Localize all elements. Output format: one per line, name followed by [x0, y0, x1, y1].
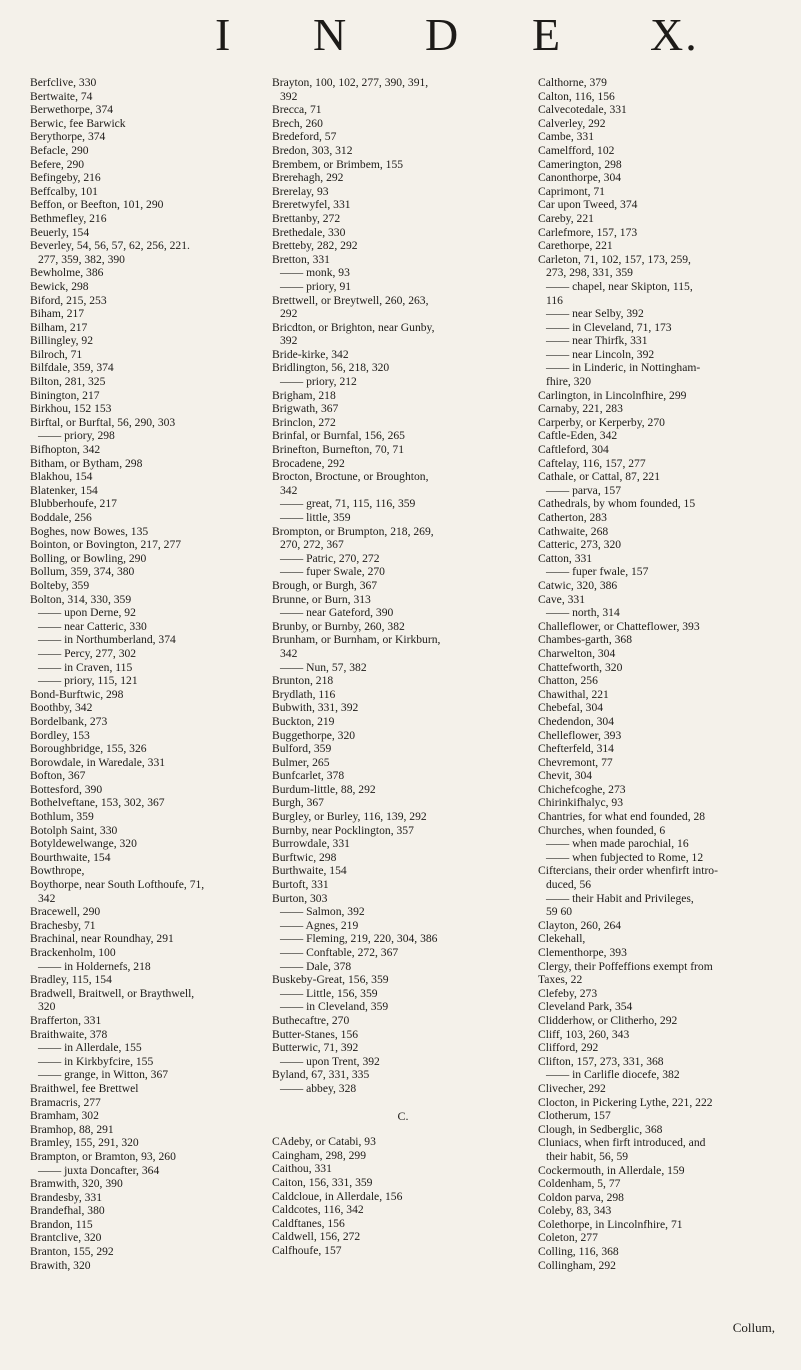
index-entry: —— in Northumberland, 374: [38, 633, 176, 647]
index-entry: duced, 56: [546, 878, 592, 892]
index-entry: Carnaby, 221, 283: [538, 402, 623, 416]
index-entry: Brantclive, 320: [30, 1231, 102, 1245]
index-entry: Berwethorpe, 374: [30, 103, 114, 117]
index-entry: Bowthrope,: [30, 864, 85, 878]
index-entry: —— chapel, near Skipton, 115,: [546, 279, 693, 293]
index-entry: Catherton, 283: [538, 511, 607, 524]
index-entry: Chevit, 304: [538, 769, 593, 783]
index-entry: Bofton, 367: [30, 769, 86, 783]
index-entry: Boothby, 342: [30, 701, 93, 715]
index-entry: Chawithal, 221: [538, 687, 609, 701]
index-entry: Chevremont, 77: [538, 755, 613, 769]
index-entry: Calthorne, 379: [538, 76, 607, 89]
index-entry: Bollum, 359, 374, 380: [30, 565, 135, 579]
index-entry: Colling, 116, 368: [538, 1245, 619, 1259]
index-entry: Butter-Stanes, 156: [272, 1027, 359, 1041]
index-entry: Coldon parva, 298: [538, 1190, 624, 1204]
index-entry: 392: [280, 89, 298, 103]
index-entry: Bothelveftane, 153, 302, 367: [30, 796, 165, 810]
index-entry: —— Percy, 277, 302: [38, 646, 137, 660]
index-entry: Birftal, or Burftal, 56, 290, 303: [30, 415, 176, 429]
index-entry: Camelfford, 102: [538, 143, 615, 157]
index-entry: Coleton, 277: [538, 1231, 598, 1245]
index-entry: Boroughbridge, 155, 326: [30, 742, 147, 756]
index-entry: Bramham, 302: [30, 1109, 99, 1123]
index-entry: Chichefcoghe, 273: [538, 782, 626, 796]
heading-letter: N: [313, 9, 349, 60]
index-entry: Brigham, 218: [272, 388, 336, 402]
index-entry: Burrowdale, 331: [272, 837, 350, 851]
index-entry: Birkhou, 152 153: [30, 402, 112, 416]
index-entry: Berfclive, 330: [30, 76, 97, 89]
index-entry: Bitham, or Bytham, 298: [30, 456, 143, 470]
index-entry: Burnby, near Pocklington, 357: [272, 823, 414, 837]
index-entry: Clough, in Sedberglic, 368: [538, 1122, 663, 1136]
index-entry: Burgley, or Burley, 116, 139, 292: [272, 810, 427, 824]
index-entry: Coleby, 83, 343: [538, 1204, 612, 1218]
index-entry: Coldenham, 5, 77: [538, 1177, 621, 1191]
index-entry: Charwelton, 304: [538, 646, 616, 660]
index-entry: Collingham, 292: [538, 1258, 616, 1272]
index-entry: Buthecaftre, 270: [272, 1013, 350, 1027]
index-entry: Bilham, 217: [30, 320, 88, 334]
index-entry: 320: [38, 1000, 56, 1014]
index-entry: Butterwic, 71, 392: [272, 1041, 359, 1055]
index-entry: —— juxta Doncafter, 364: [38, 1163, 160, 1177]
index-entry: —— when fubjected to Rome, 12: [546, 850, 704, 864]
index-entry: Buggethorpe, 320: [272, 728, 356, 742]
index-entry: Ciftercians, their order whenfirft intro-: [538, 864, 718, 878]
index-entry: Brompton, or Brumpton, 218, 269,: [272, 524, 434, 538]
index-entry: Burgh, 367: [272, 796, 324, 810]
index-entry: Burtoft, 331: [272, 878, 329, 892]
heading-letter: E: [532, 9, 563, 60]
index-entry: Berythorpe, 374: [30, 130, 106, 144]
index-entry: Bond-Burftwic, 298: [30, 687, 124, 701]
index-entry: Berwic, fee Barwick: [30, 116, 126, 130]
index-entry: Bradley, 115, 154: [30, 973, 112, 987]
index-entry: Byland, 67, 331, 335: [272, 1068, 370, 1082]
index-entry: Burftwic, 298: [272, 850, 337, 864]
index-entry: Bulmer, 265: [272, 755, 330, 769]
index-entry: —— upon Trent, 392: [280, 1054, 380, 1068]
index-entry: Caingham, 298, 299: [272, 1148, 367, 1162]
index-entry: Brackenholm, 100: [30, 946, 116, 959]
index-entry: Boddale, 256: [30, 511, 92, 524]
index-entry: —— Little, 156, 359: [280, 986, 378, 1000]
index-entry: —— fuper fwale, 157: [546, 565, 649, 579]
index-entry: —— upon Derne, 92: [38, 606, 136, 620]
index-entry: Braithwel, fee Brettwel: [30, 1081, 139, 1095]
index-entry: 342: [38, 891, 56, 905]
index-entry: Bramacris, 277: [30, 1095, 101, 1109]
index-entry: Beverley, 54, 56, 57, 62, 256, 221.: [30, 239, 190, 253]
index-column-2: [272, 76, 534, 1257]
index-entry: Cave, 331: [538, 592, 586, 606]
index-entry: Cockermouth, in Allerdale, 159: [538, 1163, 685, 1177]
index-entry: Bricdton, or Brighton, near Gunby,: [272, 320, 435, 334]
index-column-1: [30, 76, 265, 1272]
index-entry: Cathedrals, by whom founded, 15: [538, 497, 696, 511]
index-entry: Bifhopton, 342: [30, 443, 101, 457]
index-entry: Caftle-Eden, 342: [538, 429, 618, 443]
index-entry: —— parva, 157: [546, 483, 622, 497]
index-entry: Bewholme, 386: [30, 266, 104, 280]
index-entry: Breretwyfel, 331: [272, 198, 351, 212]
index-entry: Brough, or Burgh, 367: [272, 578, 378, 592]
index-entry: Befingeby, 216: [30, 171, 101, 185]
index-entry: Bertwaite, 74: [30, 89, 93, 103]
index-entry: Canonthorpe, 304: [538, 171, 622, 185]
index-entry: Bewick, 298: [30, 279, 89, 293]
index-entry: 273, 298, 331, 359: [546, 266, 633, 280]
index-entry: Brachinal, near Roundhay, 291: [30, 932, 174, 946]
index-entry: Bethmefley, 216: [30, 211, 107, 225]
index-entry: Botolph Saint, 330: [30, 823, 118, 837]
index-entry: fhire, 320: [546, 375, 592, 389]
index-entry: Blakhou, 154: [30, 470, 93, 484]
index-entry: Cathwaite, 268: [538, 524, 609, 538]
index-entry: Clifford, 292: [538, 1041, 599, 1055]
index-entry: Caftleford, 304: [538, 443, 609, 457]
index-entry: Bramhop, 88, 291: [30, 1122, 114, 1136]
index-entry: Cathale, or Cattal, 87, 221: [538, 470, 661, 484]
index-entry: —— in Cleveland, 359: [280, 1000, 389, 1014]
index-entry: Caldcotes, 116, 342: [272, 1203, 364, 1217]
index-entry: Brerelay, 93: [272, 184, 329, 198]
index-entry: Caldftanes, 156: [272, 1216, 345, 1230]
index-entry: Chedendon, 304: [538, 714, 614, 728]
index-entry: Chelleflower, 393: [538, 728, 622, 742]
index-entry: —— great, 71, 115, 116, 359: [280, 497, 416, 511]
index-entry: Bilroch, 71: [30, 347, 83, 361]
index-entry: —— Agnes, 219: [280, 918, 359, 932]
index-entry: —— near Gateford, 390: [280, 606, 394, 620]
index-entry: 292: [280, 307, 298, 321]
index-entry: Blubberhoufe, 217: [30, 497, 117, 511]
index-entry: Clifton, 157, 273, 331, 368: [538, 1054, 664, 1068]
index-entry: Bradwell, Braitwell, or Braythwell,: [30, 986, 195, 1000]
index-entry: —— Fleming, 219, 220, 304, 386: [280, 932, 438, 946]
index-entry: Calvecotedale, 331: [538, 103, 627, 117]
index-entry: —— monk, 93: [280, 266, 350, 280]
index-entry: Colethorpe, in Lincolnfhire, 71: [538, 1217, 683, 1231]
index-entry: Caithou, 331: [272, 1162, 332, 1176]
index-entry: —— priory, 91: [280, 279, 352, 293]
index-entry: Catteric, 273, 320: [538, 538, 622, 552]
index-entry: Caldcloue, in Allerdale, 156: [272, 1189, 403, 1203]
index-entry: Brerehagh, 292: [272, 171, 344, 185]
index-entry: —— Conftable, 272, 367: [280, 946, 399, 959]
index-entry: Brawith, 320: [30, 1258, 91, 1272]
index-entry: Brettwell, or Breytwell, 260, 263,: [272, 293, 429, 307]
index-entry: Bredeford, 57: [272, 130, 337, 144]
index-entry: Brayton, 100, 102, 277, 390, 391,: [272, 76, 429, 89]
index-entry: —— near Thirfk, 331: [546, 334, 648, 348]
index-entry: Chefterfeld, 314: [538, 742, 614, 756]
index-entry: Brethedale, 330: [272, 225, 346, 239]
index-entry: 59 60: [546, 905, 573, 919]
index-entry: Borowdale, in Waredale, 331: [30, 755, 166, 769]
index-entry: —— fuper Swale, 270: [280, 565, 385, 579]
index-entry: Brinclon, 272: [272, 415, 336, 429]
heading-letter: D: [425, 9, 461, 60]
index-entry: Clekehall,: [538, 932, 586, 946]
index-entry: Brampton, or Bramton, 93, 260: [30, 1149, 176, 1163]
index-entry: —— Nun, 57, 382: [280, 660, 367, 674]
index-entry: Brandefhal, 380: [30, 1204, 105, 1218]
index-entry: Brecca, 71: [272, 103, 322, 117]
index-entry: Brinefton, Burnefton, 70, 71: [272, 443, 405, 457]
index-entry: Bolling, or Bowling, 290: [30, 551, 147, 565]
index-entry: Bulford, 359: [272, 742, 332, 756]
index-entry: Clementhorpe, 393: [538, 946, 627, 959]
index-entry: Caprimont, 71: [538, 184, 605, 198]
index-entry: Carethorpe, 221: [538, 239, 613, 253]
index-entry: Brembem, or Brimbem, 155: [272, 157, 404, 171]
index-entry: CAdeby, or Catabi, 93: [272, 1135, 376, 1149]
index-entry: —— in Allerdale, 155: [38, 1041, 142, 1055]
index-entry: Catton, 331: [538, 551, 593, 565]
index-entry: Cliff, 103, 260, 343: [538, 1027, 630, 1041]
index-entry: Bretteby, 282, 292: [272, 239, 358, 253]
index-entry: Brunby, or Burnby, 260, 382: [272, 619, 405, 633]
index-entry: —— north, 314: [546, 606, 620, 620]
index-entry: Biford, 215, 253: [30, 293, 107, 307]
index-entry: Burthwaite, 154: [272, 864, 347, 878]
index-entry: Beffon, or Beefton, 101, 290: [30, 198, 164, 212]
heading-letter: I: [215, 9, 233, 60]
index-entry: —— near Selby, 392: [546, 307, 644, 321]
index-entry: Chatton, 256: [538, 674, 598, 688]
index-entry: Clayton, 260, 264: [538, 918, 622, 932]
index-entry: Challeflower, or Chatteflower, 393: [538, 619, 700, 633]
index-entry: Bramwith, 320, 390: [30, 1177, 123, 1191]
index-entry: Calton, 116, 156: [538, 89, 615, 103]
index-entry: Boythorpe, near South Lofthoufe, 71,: [30, 878, 205, 892]
index-entry: Brafferton, 331: [30, 1013, 102, 1027]
index-entry: —— little, 359: [280, 511, 351, 524]
index-entry: Befere, 290: [30, 157, 85, 171]
index-entry: Bothlum, 359: [30, 810, 94, 824]
index-entry: Clivecher, 292: [538, 1081, 606, 1095]
index-entry: Branton, 155, 292: [30, 1245, 114, 1259]
index-entry: Chattefworth, 320: [538, 660, 623, 674]
index-entry: Clidderhow, or Clitherho, 292: [538, 1013, 678, 1027]
index-entry: Car upon Tweed, 374: [538, 198, 638, 212]
index-entry: —— near Catteric, 330: [38, 619, 147, 633]
index-entry: Bourthwaite, 154: [30, 850, 111, 864]
index-entry: Boghes, now Bowes, 135: [30, 524, 149, 538]
index-entry: Bordley, 153: [30, 728, 90, 742]
index-entry: Binington, 217: [30, 388, 100, 402]
index-entry: Cambe, 331: [538, 130, 595, 144]
index-entry: Brunton, 218: [272, 674, 334, 688]
index-entry: —— their Habit and Privileges,: [546, 891, 694, 905]
index-entry: Bointon, or Bovington, 217, 277: [30, 538, 182, 552]
index-entry: Bottesford, 390: [30, 782, 103, 796]
index-entry: Caldwell, 156, 272: [272, 1230, 361, 1244]
section-letter: C.: [397, 1108, 409, 1123]
index-entry: Brettanby, 272: [272, 211, 341, 225]
index-entry: Clefeby, 273: [538, 986, 598, 1000]
spacer: [272, 1127, 534, 1135]
index-entry: —— abbey, 328: [280, 1081, 357, 1095]
index-entry: Bredon, 303, 312: [272, 143, 353, 157]
index-entry: Beuerly, 154: [30, 225, 90, 239]
index-entry: Befacle, 290: [30, 143, 89, 157]
index-entry: Brocton, Broctune, or Broughton,: [272, 470, 429, 484]
index-entry: —— in Carlifle diocefe, 382: [546, 1068, 680, 1082]
index-entry: Caftelay, 116, 157, 277: [538, 456, 646, 470]
index-entry: Caiton, 156, 331, 359: [272, 1175, 373, 1189]
spacer: [272, 1096, 534, 1104]
index-entry: Clotherum, 157: [538, 1109, 611, 1123]
index-entry: Brech, 260: [272, 116, 323, 130]
index-entry: Chirinkifhalyc, 93: [538, 796, 624, 810]
index-entry: —— in Linderic, in Nottingham-: [546, 361, 701, 375]
index-entry: 342: [280, 646, 298, 660]
index-entry: Chebefal, 304: [538, 701, 604, 715]
index-entry: Bracewell, 290: [30, 905, 101, 919]
index-entry: Carleton, 71, 102, 157, 173, 259,: [538, 252, 691, 266]
index-entry: Calverley, 292: [538, 116, 606, 130]
index-entry: Carperby, or Kerperby, 270: [538, 415, 665, 429]
index-entry: 277, 359, 382, 390: [38, 252, 125, 266]
index-entry: Cleveland Park, 354: [538, 1000, 633, 1014]
index-entry: Botyldewelwange, 320: [30, 837, 137, 851]
index-entry: Buskeby-Great, 156, 359: [272, 973, 389, 987]
index-entry: Brydlath, 116: [272, 687, 336, 701]
index-entry: Brandon, 115: [30, 1217, 93, 1231]
index-entry: Brocadene, 292: [272, 456, 345, 470]
index-entry: —— in Holdernefs, 218: [38, 959, 151, 973]
index-entry: Billingley, 92: [30, 334, 94, 348]
heading-letter: X.: [650, 9, 699, 60]
index-entry: —— in Cleveland, 71, 173: [546, 320, 672, 334]
index-entry: Bubwith, 331, 392: [272, 701, 359, 715]
index-entry: Bunfcarlet, 378: [272, 769, 345, 783]
index-entry: Bramley, 155, 291, 320: [30, 1136, 139, 1150]
index-entry: —— Salmon, 392: [280, 905, 365, 919]
index-entry: Churches, when founded, 6: [538, 823, 666, 837]
index-entry: Bretton, 331: [272, 252, 330, 266]
index-entry: Brunne, or Burn, 313: [272, 592, 371, 606]
index-entry: Brinfal, or Burnfal, 156, 265: [272, 429, 405, 443]
index-entry: 116: [546, 293, 563, 307]
catchword: Collum,: [732, 1320, 775, 1335]
index-entry: —— grange, in Witton, 367: [38, 1068, 169, 1082]
index-entry: —— priory, 115, 121: [38, 674, 138, 688]
index-entry: Chantries, for what end founded, 28: [538, 810, 706, 824]
index-entry: —— in Craven, 115: [38, 660, 133, 674]
index-entry: Brunham, or Burnham, or Kirkburn,: [272, 633, 441, 647]
index-entry: Brigwath, 367: [272, 402, 339, 416]
index-entry: their habit, 56, 59: [546, 1149, 629, 1163]
index-entry: 342: [280, 483, 298, 497]
index-entry: Taxes, 22: [538, 973, 583, 987]
index-entry: —— when made parochial, 16: [546, 837, 689, 851]
index-entry: Buckton, 219: [272, 714, 335, 728]
index-entry: —— priory, 212: [280, 375, 357, 389]
index-entry: Bolteby, 359: [30, 578, 90, 592]
index-entry: Bridlington, 56, 218, 320: [272, 361, 390, 375]
index-entry: Bilfdale, 359, 374: [30, 361, 114, 375]
index-entry: —— priory, 298: [38, 429, 115, 443]
index-entry: Clocton, in Pickering Lythe, 221, 222: [538, 1095, 713, 1109]
index-entry: Careby, 221: [538, 211, 594, 225]
index-entry: Carlefmore, 157, 173: [538, 225, 638, 239]
index-entry: Brandesby, 331: [30, 1190, 103, 1204]
index-entry: —— in Kirkbyfcire, 155: [38, 1054, 154, 1068]
index-entry: —— Dale, 378: [280, 959, 352, 973]
index-entry: Bride-kirke, 342: [272, 347, 349, 361]
index-entry: Bordelbank, 273: [30, 714, 108, 728]
index-entry: Biham, 217: [30, 307, 85, 321]
index-entry: Blatenker, 154: [30, 483, 98, 497]
index-entry: Chambes-garth, 368: [538, 633, 633, 647]
index-entry: Brachesby, 71: [30, 918, 96, 932]
index-entry: Camerington, 298: [538, 157, 622, 171]
index-entry: Bolton, 314, 330, 359: [30, 592, 132, 606]
index-entry: Burdum-little, 88, 292: [272, 782, 376, 796]
index-entry: Carlington, in Lincolnfhire, 299: [538, 388, 687, 402]
index-entry: Calfhoufe, 157: [272, 1243, 342, 1257]
index-entry: 270, 272, 367: [280, 538, 344, 552]
index-entry: Clergy, their Poffeffions exempt from: [538, 959, 713, 973]
index-entry: 392: [280, 334, 298, 348]
index-entry: Cluniacs, when firft introduced, and: [538, 1136, 706, 1150]
index-heading: [0, 8, 801, 68]
index-entry: Braithwaite, 378: [30, 1027, 108, 1041]
index-column-3: [538, 76, 800, 1272]
index-entry: Beffcalby, 101: [30, 184, 98, 198]
index-entry: Burton, 303: [272, 891, 328, 905]
index-entry: —— Patric, 270, 272: [280, 551, 380, 565]
index-entry: Bilton, 281, 325: [30, 375, 106, 389]
index-entry: —— near Lincoln, 392: [546, 347, 655, 361]
index-entry: Catwic, 320, 386: [538, 578, 618, 592]
